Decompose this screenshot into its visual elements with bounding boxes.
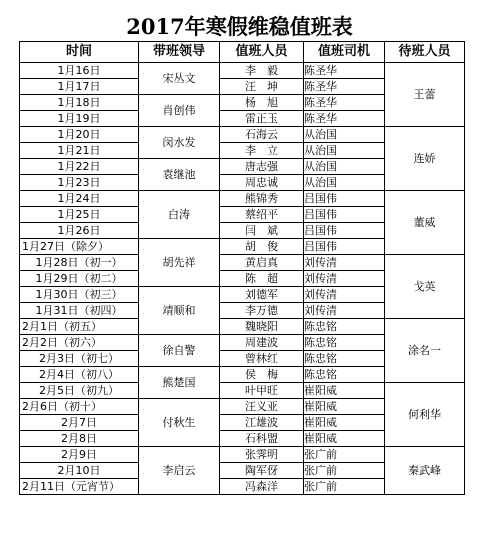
driver-cell: 刘传清 <box>304 255 385 271</box>
staff-cell: 魏晓阳 <box>220 319 304 335</box>
staff-cell: 李 立 <box>220 143 304 159</box>
leader-cell: 李启云 <box>139 447 220 495</box>
driver-cell: 陈忠铭 <box>304 367 385 383</box>
leader-cell: 袁继池 <box>139 159 220 191</box>
staff-cell: 李 毅 <box>220 63 304 79</box>
date-cell: 2月9日 <box>20 447 139 463</box>
date-cell: 1月24日 <box>20 191 139 207</box>
staff-cell: 陈 超 <box>220 271 304 287</box>
table-row <box>20 191 465 207</box>
date-cell: 2月2日（初六） <box>20 335 139 351</box>
leader-cell: 白涛 <box>139 191 220 239</box>
staff-cell: 闫 斌 <box>220 223 304 239</box>
driver-cell: 吕国伟 <box>304 223 385 239</box>
driver-cell: 刘传清 <box>304 271 385 287</box>
leader-cell: 徐自警 <box>139 335 220 367</box>
date-cell: 2月7日 <box>20 415 139 431</box>
date-cell: 2月8日 <box>20 431 139 447</box>
date-cell: 2月3日（初七） <box>20 351 139 367</box>
driver-cell: 刘传清 <box>304 287 385 303</box>
staff-cell: 江雄波 <box>220 415 304 431</box>
staff-cell: 陶军伢 <box>220 463 304 479</box>
table-row <box>20 127 465 143</box>
staff-cell: 唐志强 <box>220 159 304 175</box>
leader-cell: 闵水发 <box>139 127 220 159</box>
date-cell: 1月29日（初二） <box>20 271 139 287</box>
staff-cell: 曾林红 <box>220 351 304 367</box>
driver-cell: 从治国 <box>304 143 385 159</box>
standby-cell: 连娇 <box>385 127 465 191</box>
driver-cell: 吕国伟 <box>304 207 385 223</box>
driver-cell: 刘传清 <box>304 303 385 319</box>
staff-cell: 李万德 <box>220 303 304 319</box>
date-cell: 1月28日（初一） <box>20 255 139 271</box>
date-cell: 2月6日（初十） <box>20 399 139 415</box>
staff-cell: 冯森洋 <box>220 479 304 495</box>
staff-cell: 杨 旭 <box>220 95 304 111</box>
page-title: 2017年寒假维稳值班表 <box>126 14 353 39</box>
driver-cell: 崔阳威 <box>304 399 385 415</box>
driver-cell: 张广前 <box>304 447 385 463</box>
driver-cell: 陈忠铭 <box>304 319 385 335</box>
driver-cell: 从治国 <box>304 175 385 191</box>
leader-cell: 肖创伟 <box>139 95 220 127</box>
standby-cell: 秦武峰 <box>385 447 465 495</box>
date-cell: 1月25日 <box>20 207 139 223</box>
driver-cell: 张广前 <box>304 463 385 479</box>
date-cell: 1月17日 <box>20 79 139 95</box>
leader-cell: 付秋生 <box>139 399 220 447</box>
driver-cell: 陈圣华 <box>304 95 385 111</box>
driver-cell: 吕国伟 <box>304 191 385 207</box>
standby-cell: 何利华 <box>385 383 465 447</box>
header-duty-staff: 值班人员 <box>220 42 304 63</box>
staff-cell: 胡 俊 <box>220 239 304 255</box>
date-cell: 1月16日 <box>20 63 139 79</box>
standby-cell: 戈英 <box>385 255 465 319</box>
standby-cell: 涂名一 <box>385 319 465 383</box>
staff-cell: 叶甲旺 <box>220 383 304 399</box>
header-row <box>20 42 465 63</box>
staff-cell: 黄启真 <box>220 255 304 271</box>
table-row <box>20 255 465 271</box>
driver-cell: 从治国 <box>304 127 385 143</box>
header-leader: 带班领导 <box>139 42 220 63</box>
date-cell: 1月18日 <box>20 95 139 111</box>
table-row <box>20 319 465 335</box>
header-standby: 待班人员 <box>385 42 465 63</box>
date-cell: 2月10日 <box>20 463 139 479</box>
date-cell: 1月30日（初三） <box>20 287 139 303</box>
standby-cell: 王蕾 <box>385 63 465 127</box>
date-cell: 1月31日（初四） <box>20 303 139 319</box>
staff-cell: 张霁明 <box>220 447 304 463</box>
driver-cell: 吕国伟 <box>304 239 385 255</box>
date-cell: 2月1日（初五） <box>20 319 139 335</box>
date-cell: 2月11日（元宵节） <box>20 479 139 495</box>
leader-cell: 宋丛文 <box>139 63 220 95</box>
date-cell: 1月21日 <box>20 143 139 159</box>
staff-cell: 刘德军 <box>220 287 304 303</box>
staff-cell: 雷正玉 <box>220 111 304 127</box>
staff-cell: 熊锦秀 <box>220 191 304 207</box>
leader-cell: 熊楚国 <box>139 367 220 399</box>
staff-cell: 石海云 <box>220 127 304 143</box>
leader-cell: 靖顺和 <box>139 287 220 335</box>
table-row <box>20 447 465 463</box>
driver-cell: 崔阳威 <box>304 383 385 399</box>
date-cell: 1月27日（除夕） <box>20 239 139 255</box>
staff-cell: 周忠诚 <box>220 175 304 191</box>
staff-cell: 周建波 <box>220 335 304 351</box>
staff-cell: 侯 梅 <box>220 367 304 383</box>
staff-cell: 蔡绍平 <box>220 207 304 223</box>
date-cell: 1月22日 <box>20 159 139 175</box>
date-cell: 2月5日（初九） <box>20 383 139 399</box>
date-cell: 1月26日 <box>20 223 139 239</box>
staff-cell: 石科盟 <box>220 431 304 447</box>
date-cell: 1月20日 <box>20 127 139 143</box>
driver-cell: 崔阳威 <box>304 431 385 447</box>
table-row <box>20 63 465 79</box>
driver-cell: 陈忠铭 <box>304 335 385 351</box>
header-time: 时间 <box>20 42 139 63</box>
staff-cell: 汪 坤 <box>220 79 304 95</box>
driver-cell: 张广前 <box>304 479 385 495</box>
driver-cell: 陈圣华 <box>304 63 385 79</box>
driver-cell: 陈圣华 <box>304 79 385 95</box>
table-row <box>20 383 465 399</box>
header-duty-driver: 值班司机 <box>304 42 385 63</box>
date-cell: 1月19日 <box>20 111 139 127</box>
duty-schedule-table <box>19 41 465 495</box>
date-cell: 1月23日 <box>20 175 139 191</box>
driver-cell: 陈忠铭 <box>304 351 385 367</box>
leader-cell: 胡先祥 <box>139 239 220 287</box>
driver-cell: 从治国 <box>304 159 385 175</box>
driver-cell: 崔阳威 <box>304 415 385 431</box>
staff-cell: 汪义亚 <box>220 399 304 415</box>
driver-cell: 陈圣华 <box>304 111 385 127</box>
date-cell: 2月4日（初八） <box>20 367 139 383</box>
standby-cell: 董威 <box>385 191 465 255</box>
